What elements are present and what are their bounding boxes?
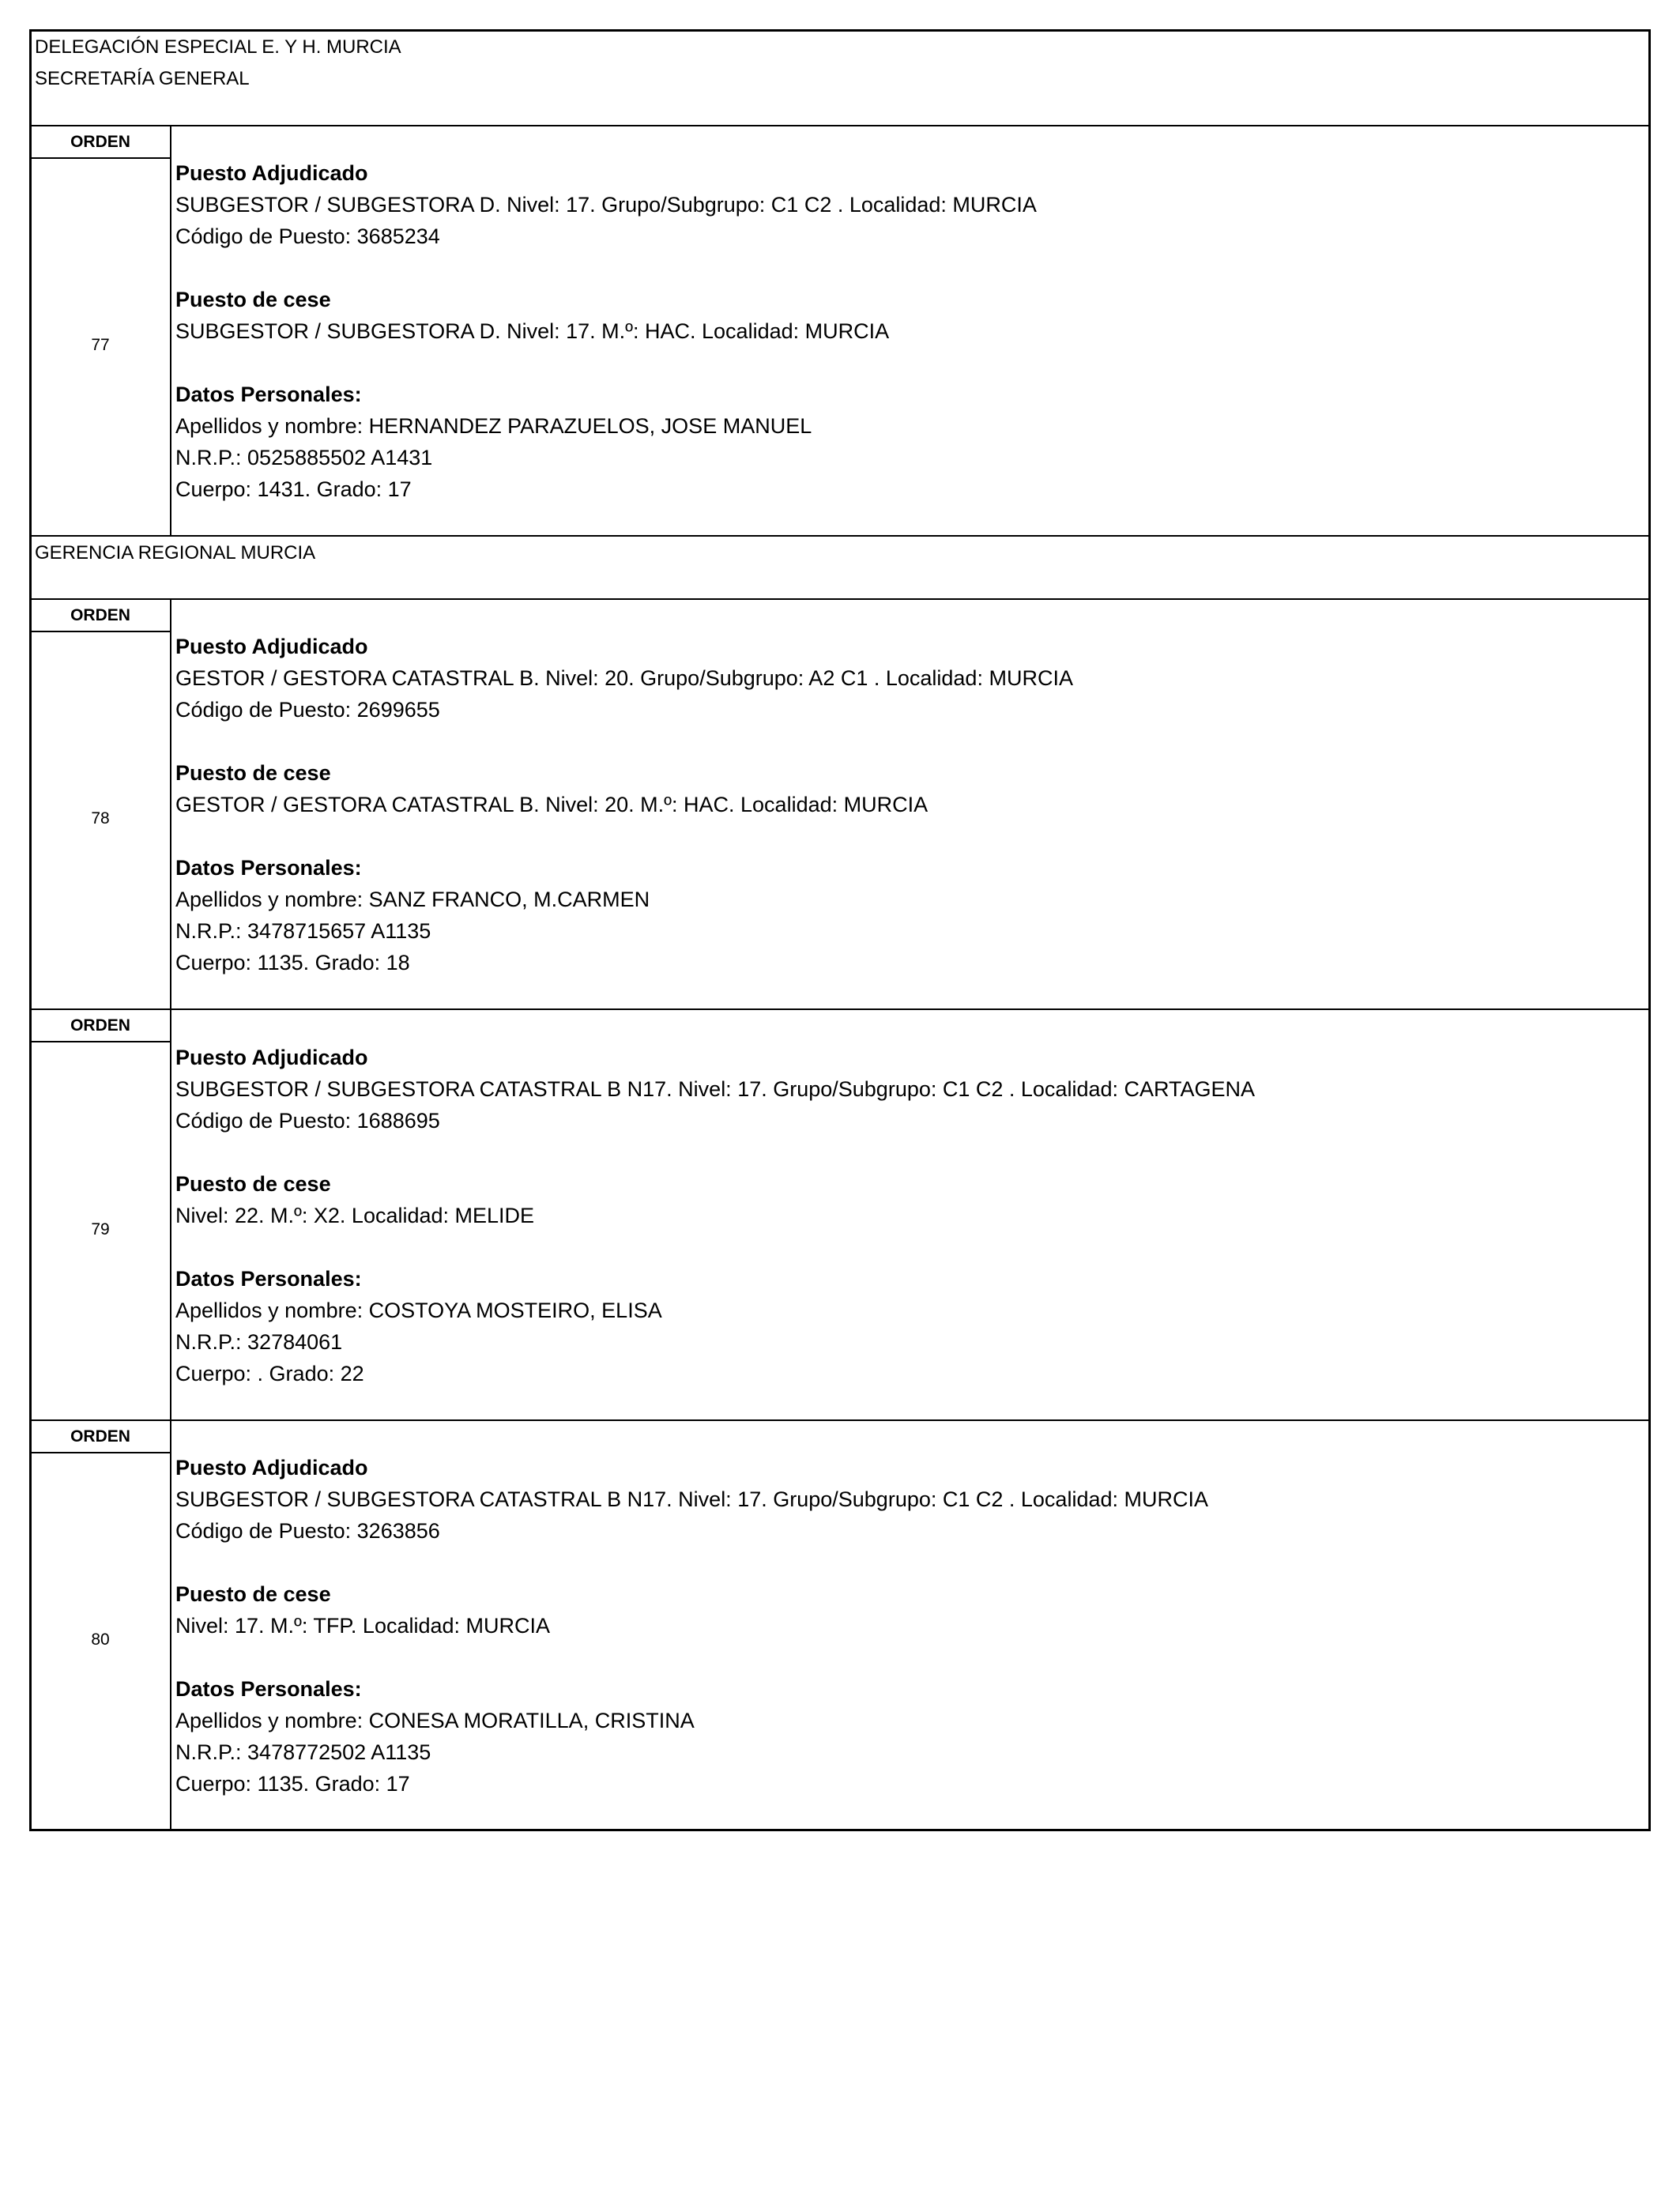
puesto-adjudicado-heading: Puesto Adjudicado <box>175 1456 368 1480</box>
codigo-puesto: Código de Puesto: 3685234 <box>175 224 440 248</box>
orden-label: ORDEN <box>70 1016 130 1035</box>
row-divider <box>29 598 1651 600</box>
datos-personales-heading: Datos Personales: <box>175 856 362 880</box>
apellidos-nombre: Apellidos y nombre: COSTOYA MOSTEIRO, ELISA <box>175 1299 662 1322</box>
puesto-cese-heading: Puesto de cese <box>175 288 331 311</box>
entry-79 <box>175 1042 1637 1389</box>
orden-label: ORDEN <box>70 133 130 151</box>
orden-label: ORDEN <box>70 1427 130 1446</box>
orden-divider <box>29 1452 171 1453</box>
orden-divider <box>29 1041 171 1042</box>
column-divider <box>170 125 171 535</box>
apellidos-nombre: Apellidos y nombre: CONESA MORATILLA, CRISTINA <box>175 1709 695 1732</box>
cuerpo-grado: Cuerpo: 1135. Grado: 18 <box>175 951 410 974</box>
apellidos-nombre: Apellidos y nombre: HERNANDEZ PARAZUELOS, JOSE MANUEL <box>175 414 812 438</box>
section-title: DELEGACIÓN ESPECIAL E. Y H. MURCIA <box>35 36 401 58</box>
section-title: GERENCIA REGIONAL MURCIA <box>35 542 316 564</box>
apellidos-nombre: Apellidos y nombre: SANZ FRANCO, M.CARMEN <box>175 888 650 911</box>
puesto-cese: Nivel: 22. M.º: X2. Localidad: MELIDE <box>175 1204 535 1227</box>
cuerpo-grado: Cuerpo: 1135. Grado: 17 <box>175 1772 410 1796</box>
cuerpo-grado: Cuerpo: . Grado: 22 <box>175 1362 364 1385</box>
orden-number: 77 <box>91 336 110 354</box>
nrp: N.R.P.: 0525885502 A1431 <box>175 446 433 469</box>
puesto-adjudicado: SUBGESTOR / SUBGESTORA CATASTRAL B N17. Nivel: 17. Grupo/Subgrupo: C1 C2 . Localidad: CARTAGENA <box>175 1077 1256 1101</box>
entry-78 <box>175 631 1637 978</box>
puesto-cese: SUBGESTOR / SUBGESTORA D. Nivel: 17. M.º: HAC. Localidad: MURCIA <box>175 319 890 343</box>
orden-label: ORDEN <box>70 606 130 624</box>
cuerpo-grado: Cuerpo: 1431. Grado: 17 <box>175 477 412 501</box>
puesto-adjudicado: SUBGESTOR / SUBGESTORA CATASTRAL B N17. Nivel: 17. Grupo/Subgrupo: C1 C2 . Localidad: MURCIA <box>175 1487 1208 1511</box>
row-divider <box>29 1419 1651 1421</box>
section-subtitle: SECRETARÍA GENERAL <box>35 68 250 89</box>
entry-77 <box>175 157 1637 505</box>
nrp: N.R.P.: 3478715657 A1135 <box>175 919 431 943</box>
orden-divider <box>29 157 171 159</box>
entry-80 <box>175 1452 1637 1800</box>
puesto-cese: Nivel: 17. M.º: TFP. Localidad: MURCIA <box>175 1614 551 1638</box>
puesto-adjudicado: GESTOR / GESTORA CATASTRAL B. Nivel: 20. Grupo/Subgrupo: A2 C1 . Localidad: MURCIA <box>175 666 1073 690</box>
row-divider <box>29 1008 1651 1010</box>
orden-number: 80 <box>91 1630 110 1649</box>
nrp: N.R.P.: 32784061 <box>175 1330 343 1354</box>
puesto-cese-heading: Puesto de cese <box>175 1582 331 1606</box>
datos-personales-heading: Datos Personales: <box>175 1267 362 1291</box>
puesto-cese: GESTOR / GESTORA CATASTRAL B. Nivel: 20. M.º: HAC. Localidad: MURCIA <box>175 793 929 816</box>
puesto-adjudicado-heading: Puesto Adjudicado <box>175 161 368 185</box>
puesto-adjudicado-heading: Puesto Adjudicado <box>175 635 368 658</box>
orden-divider <box>29 631 171 632</box>
orden-number: 79 <box>91 1220 110 1238</box>
orden-number: 78 <box>91 809 110 827</box>
datos-personales-heading: Datos Personales: <box>175 383 362 406</box>
puesto-cese-heading: Puesto de cese <box>175 1172 331 1196</box>
row-divider <box>29 535 1651 537</box>
codigo-puesto: Código de Puesto: 3263856 <box>175 1519 440 1543</box>
nrp: N.R.P.: 3478772502 A1135 <box>175 1740 431 1764</box>
codigo-puesto: Código de Puesto: 2699655 <box>175 698 440 722</box>
row-divider <box>29 125 1651 126</box>
puesto-adjudicado: SUBGESTOR / SUBGESTORA D. Nivel: 17. Grupo/Subgrupo: C1 C2 . Localidad: MURCIA <box>175 193 1037 217</box>
puesto-cese-heading: Puesto de cese <box>175 761 331 785</box>
puesto-adjudicado-heading: Puesto Adjudicado <box>175 1046 368 1069</box>
codigo-puesto: Código de Puesto: 1688695 <box>175 1109 440 1133</box>
datos-personales-heading: Datos Personales: <box>175 1677 362 1701</box>
